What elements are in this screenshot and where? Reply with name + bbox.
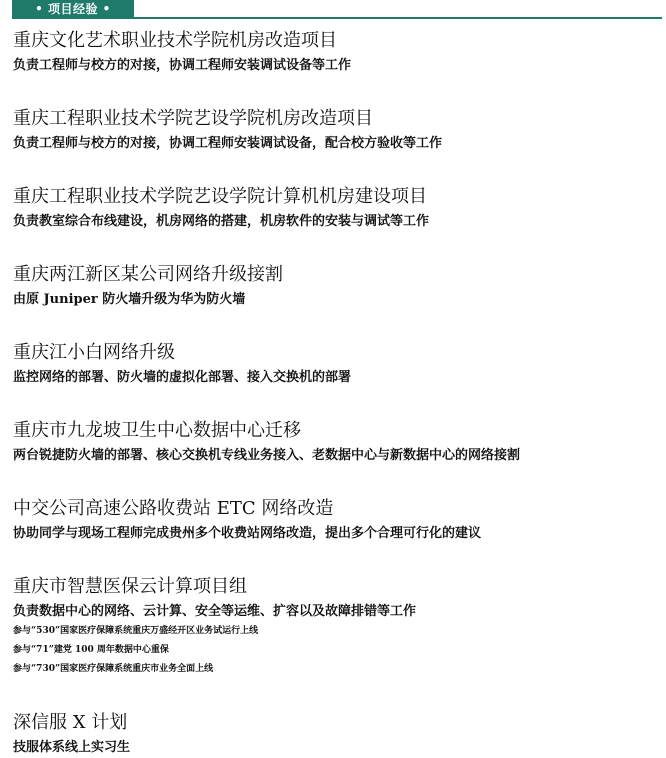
project-title: 重庆工程职业技术学院艺设学院机房改造项目 [13, 108, 373, 129]
project-description: 两台锐捷防火墙的部署、核心交换机专线业务接入、老数据中心与新数据中心的网络接割 [13, 448, 521, 463]
project-list [13, 29, 653, 757]
project-description: 负责数据中心的网络、云计算、安全等运维、扩容以及故障排错等工作 [13, 604, 417, 619]
project-item [13, 263, 653, 309]
project-item [13, 575, 653, 679]
project-item [13, 711, 653, 757]
project-description: 负责工程师与校方的对接，协调工程师安装调试设备，配合校方验收等工作 [13, 136, 443, 151]
section-divider [12, 17, 662, 19]
project-title: 重庆工程职业技术学院艺设学院计算机机房建设项目 [13, 186, 427, 207]
project-subitems [13, 622, 653, 679]
project-item [13, 107, 653, 153]
section-header [12, 0, 662, 22]
project-title: 重庆两江新区某公司网络升级接割 [13, 264, 283, 285]
section-title: • 项目经验 • [12, 0, 134, 18]
project-title: 中交公司高速公路收费站 ETC 网络改造 [13, 498, 334, 519]
project-subitem: 参与“71”建党 100 周年数据中心重保 [13, 645, 169, 655]
project-item [13, 185, 653, 231]
project-subitem: 参与“730”国家医疗保障系统重庆市业务全面上线 [13, 664, 214, 674]
project-title: 重庆文化艺术职业技术学院机房改造项目 [13, 30, 337, 51]
project-description: 负责工程师与校方的对接，协调工程师安装调试设备等工作 [13, 58, 352, 73]
project-item [13, 341, 653, 387]
project-subitem: 参与“530”国家医疗保障系统重庆万盛经开区业务试运行上线 [13, 626, 259, 636]
project-title: 重庆江小白网络升级 [13, 342, 175, 363]
project-title: 重庆市九龙坡卫生中心数据中心迁移 [13, 420, 301, 441]
project-description: 负责教室综合布线建设，机房网络的搭建，机房软件的安装与调试等工作 [13, 214, 430, 229]
project-title: 深信服 X 计划 [13, 712, 128, 733]
project-item [13, 497, 653, 543]
project-description: 协助同学与现场工程师完成贵州多个收费站网络改造，提出多个合理可行化的建议 [13, 526, 482, 541]
project-description: 监控网络的部署、防火墙的虚拟化部署、接入交换机的部署 [13, 370, 352, 385]
project-title: 重庆市智慧医保云计算项目组 [13, 576, 247, 597]
project-description: 由原 Juniper 防火墙升级为华为防火墙 [13, 292, 246, 307]
project-item [13, 419, 653, 465]
project-item [13, 29, 653, 75]
project-description: 技服体系线上实习生 [13, 740, 131, 755]
